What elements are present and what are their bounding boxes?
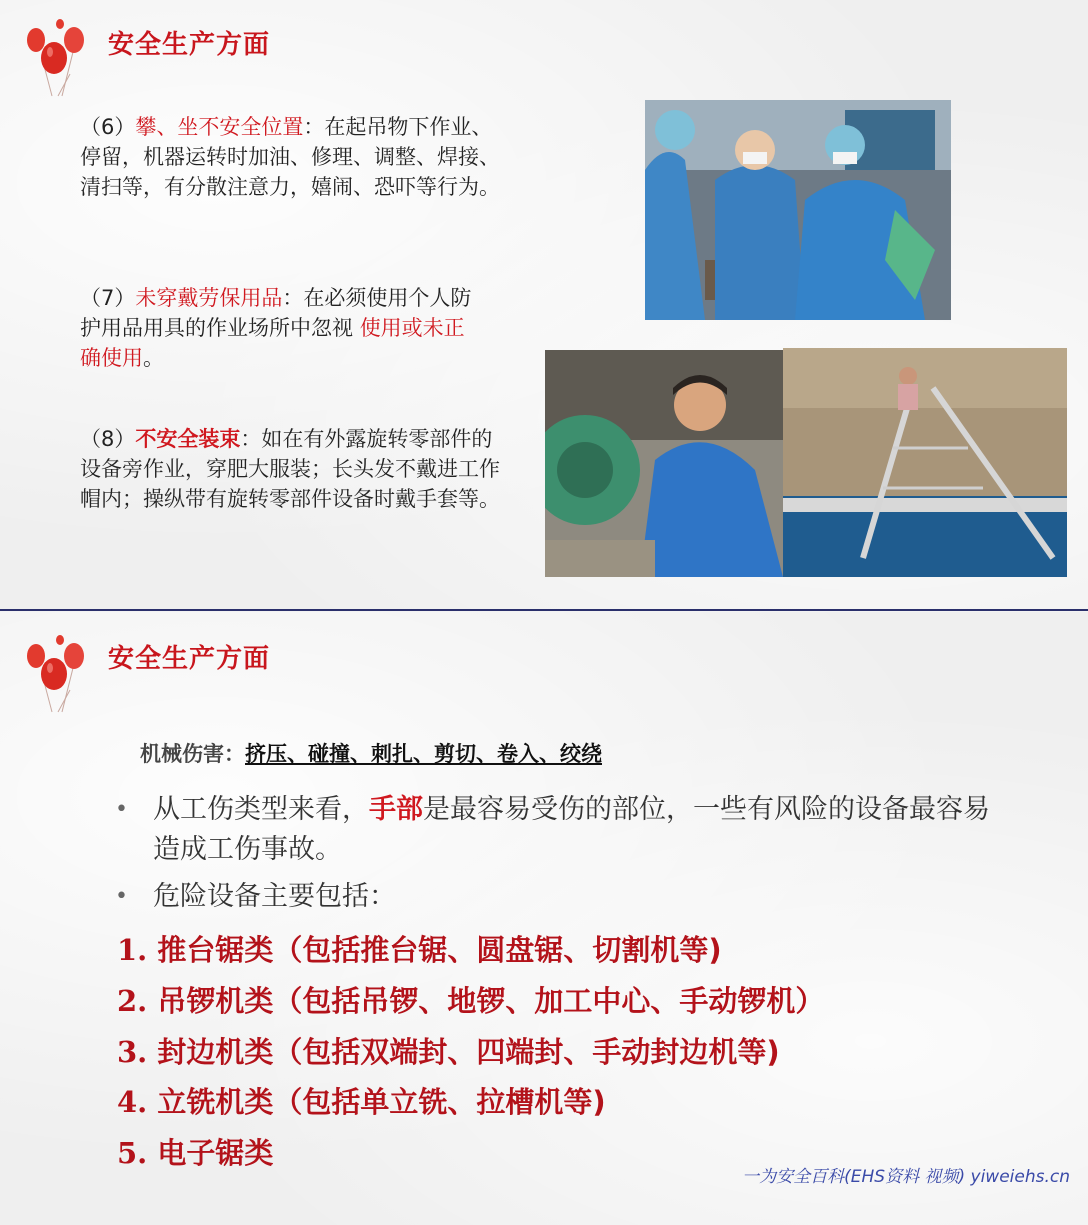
list-item (117, 979, 824, 1020)
item-highlight: 攀、坐不安全位置 (135, 115, 304, 139)
slide-1 (0, 0, 1088, 610)
item-6 (80, 112, 505, 202)
grinding-photo (545, 350, 783, 577)
item-prefix: （8） (80, 427, 136, 451)
bullet-equipment (115, 877, 1015, 917)
balloons-icon (22, 634, 98, 714)
bullet-hand-injury (115, 790, 1015, 870)
ladder-photo (783, 348, 1067, 577)
item-body: ：在起吊物下作业、停留，机器运转时加油、修理、调整、焊接、清扫等，有分散注意力，嬉闹、恐吓等行为。 (80, 115, 500, 199)
slide-title: 安全生产方面 (108, 30, 271, 60)
bullet-text: 是最容易受伤的部位，一些有风险的设备最容易造成工伤事故。 (153, 794, 990, 865)
bullet-text: 从工伤类型来看， (153, 794, 369, 825)
item-highlight-2: 使用或未正确使用 (80, 316, 465, 370)
list-text: 推台锯类（包括推台锯、圆盘锯、切割机等) (157, 933, 722, 967)
list-item (117, 928, 722, 969)
list-text: 电子锯类 (157, 1136, 274, 1170)
item-8 (80, 424, 505, 514)
bullet-highlight: 手部 (369, 794, 423, 825)
list-text: 吊锣机类（包括吊锣、地锣、加工中心、手动锣机） (157, 984, 825, 1018)
list-item (117, 1131, 273, 1172)
item-7 (80, 283, 480, 373)
mechanical-injury-line (140, 738, 602, 768)
slide-title: 安全生产方面 (108, 644, 271, 674)
list-text: 立铣机类（包括单立铣、拉槽机等) (157, 1085, 606, 1119)
list-item (117, 1080, 606, 1121)
balloons-icon (22, 18, 98, 98)
item-body: ：在必须使用个人防护用品用具的作业场所中忽视 (80, 286, 472, 340)
bullet-dot: • (115, 797, 128, 822)
list-number: 4. (117, 1085, 148, 1119)
watermark: 一为安全百科(EHS资料 视频) yiweiehs.cn (742, 1167, 1070, 1187)
mech-value: 挤压、碰撞、刺扎、剪切、卷入、绞绕 (245, 742, 602, 766)
list-number: 2. (117, 984, 148, 1018)
item-prefix: （6） (80, 115, 136, 139)
workers-photo (645, 100, 951, 320)
list-text: 封边机类（包括双端封、四端封、手动封边机等) (157, 1035, 780, 1069)
bullet-dot: • (115, 884, 128, 909)
list-number: 3. (117, 1035, 148, 1069)
item-highlight: 未穿戴劳保用品 (135, 286, 283, 310)
list-number: 5. (117, 1136, 148, 1170)
item-suffix: 。 (143, 346, 164, 370)
mech-label: 机械伤害： (140, 742, 245, 766)
list-item (117, 1030, 780, 1071)
item-body: ：如在有外露旋转零部件的设备旁作业，穿肥大服装；长头发不戴进工作帽内；操纵带有旋转零部件设备时戴手套等。 (80, 427, 500, 511)
list-number: 1. (117, 933, 148, 967)
item-highlight: 不安全装束 (135, 427, 241, 451)
bullet-text: 危险设备主要包括： (153, 881, 396, 912)
slide-divider (0, 609, 1088, 611)
item-prefix: （7） (80, 286, 136, 310)
